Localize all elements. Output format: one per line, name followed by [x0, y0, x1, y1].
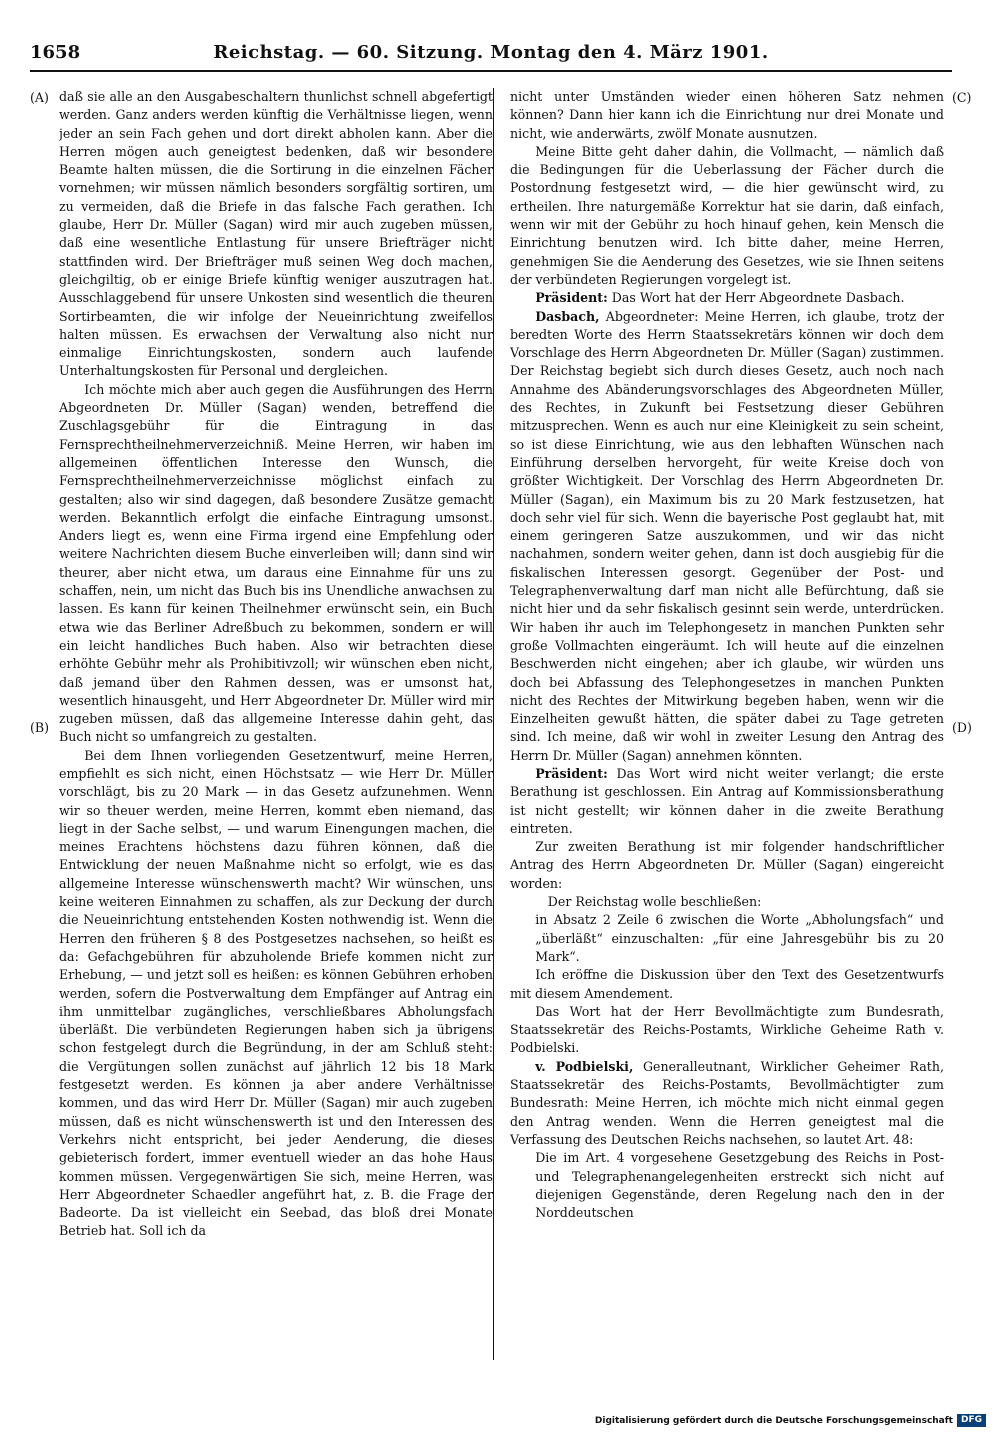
margin-mark-b: (B) [30, 720, 50, 735]
credit-text: Digitalisierung gefördert durch die Deutsche Forschungsgemeinschaft [594, 1415, 953, 1426]
speaker-name: Dasbach, [535, 308, 600, 324]
page-header [30, 32, 952, 72]
paragraph: Zur zweiten Berathung ist mir folgender handschriftlicher Antrag des Herrn Abgeordneten Dr. Müller (Sagan) eingereicht worden: [510, 839, 944, 891]
margin-mark-d: (D) [952, 720, 972, 735]
margin-mark-c: (C) [952, 90, 972, 105]
motion-heading: Der Reichstag wolle beschließen: [547, 894, 762, 910]
speaker-name: Präsident: [535, 290, 608, 306]
motion-text: in Absatz 2 Zeile 6 zwischen die Worte „Abholungsfach“ und „überläßt“ einzuschalten: „für eine Jahresgebühr bis zu 20 Mark“. [535, 912, 944, 964]
quoted-article: Die im Art. 4 vorgesehene Gesetzgebung des Reichs in Post- und Telegraphenangelegenheiten erstreckt sich nicht auf diejenigen Gegenstände, deren Regelung nach den in der Norddeutschen [535, 1150, 944, 1221]
speaker-name: Präsident: [535, 765, 608, 781]
speaker-paragraph [510, 289, 944, 307]
column-divider [493, 88, 494, 1360]
speaker-paragraph [510, 765, 944, 838]
running-head: Reichstag. — 60. Sitzung. Montag den 4. März 1901. [213, 42, 769, 63]
speaker-paragraph [510, 1058, 944, 1149]
paragraph: Ich möchte mich aber auch gegen die Ausführungen des Herrn Abgeordneten Dr. Müller (Sagan) wenden, betreffend die Zuschlagsgebühr für die Eintragung in das Fernsprechtheilnehmerverzeichniß. Meine Herren, wir haben im allgemeinen öffentlichen Interesse den Wunsch, die Fernsprechtheilnehmerverzeichnisse möglichst einfach zu gestalten; also wir sind dagegen, daß besondere Zusätze gemacht werden. Bekanntlich erfolgt die einfache Eintragung umsonst. Anders liegt es, wenn eine Firma irgend eine Empfehlung oder weitere Nachrichten diesem Buche einverleiben will; dann sind wir theurer, aber nicht etwa, um daraus eine Einnahme für uns zu schaffen, nein, um nicht das Buch bis ins Unendliche anwachsen zu lassen. Es kann für keinen Theilnehmer erwünscht sein, ein Buch etwa wie das Berliner Adreßbuch zu bekommen, sondern er will ein leicht handliches Buch haben. Also wir betrachten diese erhöhte Gebühr mehr als Prohibitivzoll; wir wünschen eben nicht, daß jemand über den Rahmen dessen, was er umsonst hat, wesentlich hinausgeht, und Herr Abgeordneter Dr. Müller wird mir zugeben müssen, daß das allgemeine Interesse dahin geht, das Buch nicht so umfangreich zu gestalten. [59, 381, 493, 745]
speaker-paragraph [510, 308, 944, 765]
paragraph: Meine Bitte geht daher dahin, die Vollmacht, — nämlich daß die Bedingungen für die Ueberlassung der Fächer durch die Postordnung festgesetzt wird, — die hier gewünscht wird, zu ertheilen. Ihre naturgemäße Korrektur hat sie darin, daß einfach, wenn wir mit der Gebühr zu hoch hinauf gehen, kein Mensch die Einrichtung benutzen wird. Ich bitte daher, meine Herren, genehmigen Sie die Aenderung des Gesetzes, wie sie Ihnen seitens der verbündeten Regierungen vorgelegt ist. [510, 143, 944, 287]
paragraph: nicht unter Umständen wieder einen höheren Satz nehmen können? Dann hier kann ich die Einrichtung nur drei Monate und nicht, wie anderwärts, zwölf Monate ausnutzen. [510, 89, 944, 141]
margin-mark-a: (A) [30, 90, 49, 105]
paragraph: daß sie alle an den Ausgabeschaltern thunlichst schnell abgefertigt werden. Ganz anders werden künftig die Verhältnisse liegen, wenn jeder an sein Fach gehen und dort direkt abholen kann. Aber die Herren mögen auch geneigtest bedenken, daß wir besondere Beamte halten müssen, die die Sortirung in die einzelnen Fächer vornehmen; wir müssen nämlich besonders sorgfältig sortiren, um zu vermeiden, daß die Briefe in das falsche Fach gerathen. Ich glaube, Herr Dr. Müller (Sagan) wird mir auch zugeben müssen, daß eine wesentliche Entlastung für unsere Briefträger nicht stattfinden wird. Der Briefträger muß seinen Weg doch machen, gleichgiltig, ob er einige Briefe künftig weniger auszutragen hat. Ausschlaggebend für unsere Unkosten sind wesentlich die theuren Sortirbeamten, die wir infolge der Neueinrichtung zweifellos halten müssen. Es erwachsen der Verwaltung also nicht nur einmalige Einrichtungskosten, sondern auch laufende Unterhaltungskosten für Personal und dergleichen. [59, 89, 493, 379]
digitization-credit [595, 1414, 986, 1427]
speech-text: Das Wort wird nicht weiter verlangt; die erste Berathung ist geschlossen. Ein Antrag auf Kommissionsberathung ist nicht gestellt; wir können daher in die zweite Berathung eintreten. [510, 765, 944, 836]
paragraph: Ich eröffne die Diskussion über den Text des Gesetzentwurfs mit diesem Amendement. [510, 967, 944, 1001]
right-column [510, 88, 944, 1360]
dfg-logo: DFG [957, 1414, 986, 1427]
speech-text: Abgeordneter: Meine Herren, ich glaube, trotz der beredten Worte des Herrn Staatssekretärs können wir doch dem Vorschlage des Herrn Abgeordneten Dr. Müller (Sagan) zustimmen. Der Reichstag begiebt sich durch dieses Gesetz, auch noch nach Annahme des Abänderungsvorschlages des Abgeordneten Müller, des Rechtes, in Zukunft bei Festsetzung dieser Gebühren mitzusprechen. Wenn es auch nur eine Kleinigkeit zu sein scheint, so ist diese Einrichtung, wie aus den lebhaften Wünschen nach Einführung derselben hervorgeht, für weite Kreise doch von größter Wichtigkeit. Der Vorschlag des Herrn Abgeordneten Dr. Müller (Sagan), ein Maximum bis zu 20 Mark festzusetzen, hat doch sehr viel für sich. Wenn die bayerische Post geglaubt hat, mit einem geringeren Satze auszukommen, und wir das nicht nachahmen, sondern weiter gehen, dann ist doch ausgiebig für die fiskalischen Interessen gesorgt. Gegenüber der Post- und Telegraphenverwaltung darf man nicht alle Befürchtung, daß sie nicht hier und da sehr fiskalisch gesinnt sein werde, unterdrücken. Wir haben ihr auch im Telephongesetz in manchen Punkten sehr große Vollmachten eingeräumt. Ich will heute auf die einzelnen Beschwerden nicht eingehen; aber ich glaube, wir würden uns doch bei Abfassung des Telephongesetzes in manchen Punkten nicht des Rechtes der Mitwirkung begeben haben, wenn wir die Einzelheiten gewußt hätten, die später dabei zu Tage getreten sind. Ich meine, daß wir wohl in zweiter Lesung den Antrag des Herrn Dr. Müller (Sagan) annehmen könnten. [510, 308, 944, 763]
paragraph: Bei dem Ihnen vorliegenden Gesetzentwurf, meine Herren, empfiehlt es sich nicht, einen Höchstsatz — wie Herr Dr. Müller vorschlägt, bis zu 20 Mark — in das Gesetz aufzunehmen. Wenn wir so theuer werden, meine Herren, kommt eben niemand, das liegt in der Sache selbst, — und warum Einengungen machen, die meines Erachtens höchstens dazu führen können, daß die Entwicklung der neuen Maßnahme nicht so erfolgt, wie es das allgemeine Interesse wünschenswerth macht? Wir wünschen, uns keine weiteren Einnahmen zu schaffen, als zur Deckung der durch die Neueinrichtung entstehenden Kosten nothwendig ist. Wenn die Herren den früheren § 8 des Postgesetzes nachsehen, so heißt es da: Gefachgebühren für abzuholende Briefe kommen nicht zur Erhebung, — und jetzt soll es heißen: es können Gebühren erhoben werden, sofern die Postverwaltung dem Empfänger auf Antrag ein ihm unmittelbar zugängliches, verschließbares Abholungsfach überläßt. Die verbündeten Regierungen haben sich ja übrigens schon festgelegt durch die Begründung, in der am Schluß steht: die Vergütungen sollen zunächst auf jährlich 12 bis 18 Mark festgesetzt werden. Es können ja aber andere Verhältnisse kommen, und das wird Herr Dr. Müller (Sagan) mir auch zugeben müssen, daß es nicht wünschenswerth ist und den Interessen des Verkehrs nicht entspricht, bei jeder Aenderung, die dieses gebieterisch fordert, immer eventuell wieder an das hohe Haus kommen müssen. Vergegenwärtigen Sie sich, meine Herren, was Herr Abgeordneter Schaedler angeführt hat, z. B. die Frage der Badeorte. Da ist vielleicht ein Seebad, das bloß drei Monate Betrieb hat. Soll ich da [59, 747, 493, 1239]
left-column [59, 88, 493, 1360]
paragraph: Das Wort hat der Herr Bevollmächtigte zum Bundesrath, Staatssekretär des Reichs-Postamts, Wirkliche Geheime Rath v. Podbielski. [510, 1003, 944, 1056]
speech-text: Das Wort hat der Herr Abgeordnete Dasbach. [611, 290, 905, 306]
page-number: 1658 [30, 42, 81, 63]
speech-text: Generalleutnant, Wirklicher Geheimer Rath, Staatssekretär des Reichs-Postamts, Bevollmächtigter zum Bundesrath: Meine Herren, ich möchte mich nicht einmal gegen den Antrag wenden. Wenn die Herren geneigtest mal die Verfassung des Deutschen Reichs nachsehen, so lautet Art. 48: [510, 1058, 944, 1147]
speaker-name: v. Podbielski, [535, 1058, 634, 1074]
